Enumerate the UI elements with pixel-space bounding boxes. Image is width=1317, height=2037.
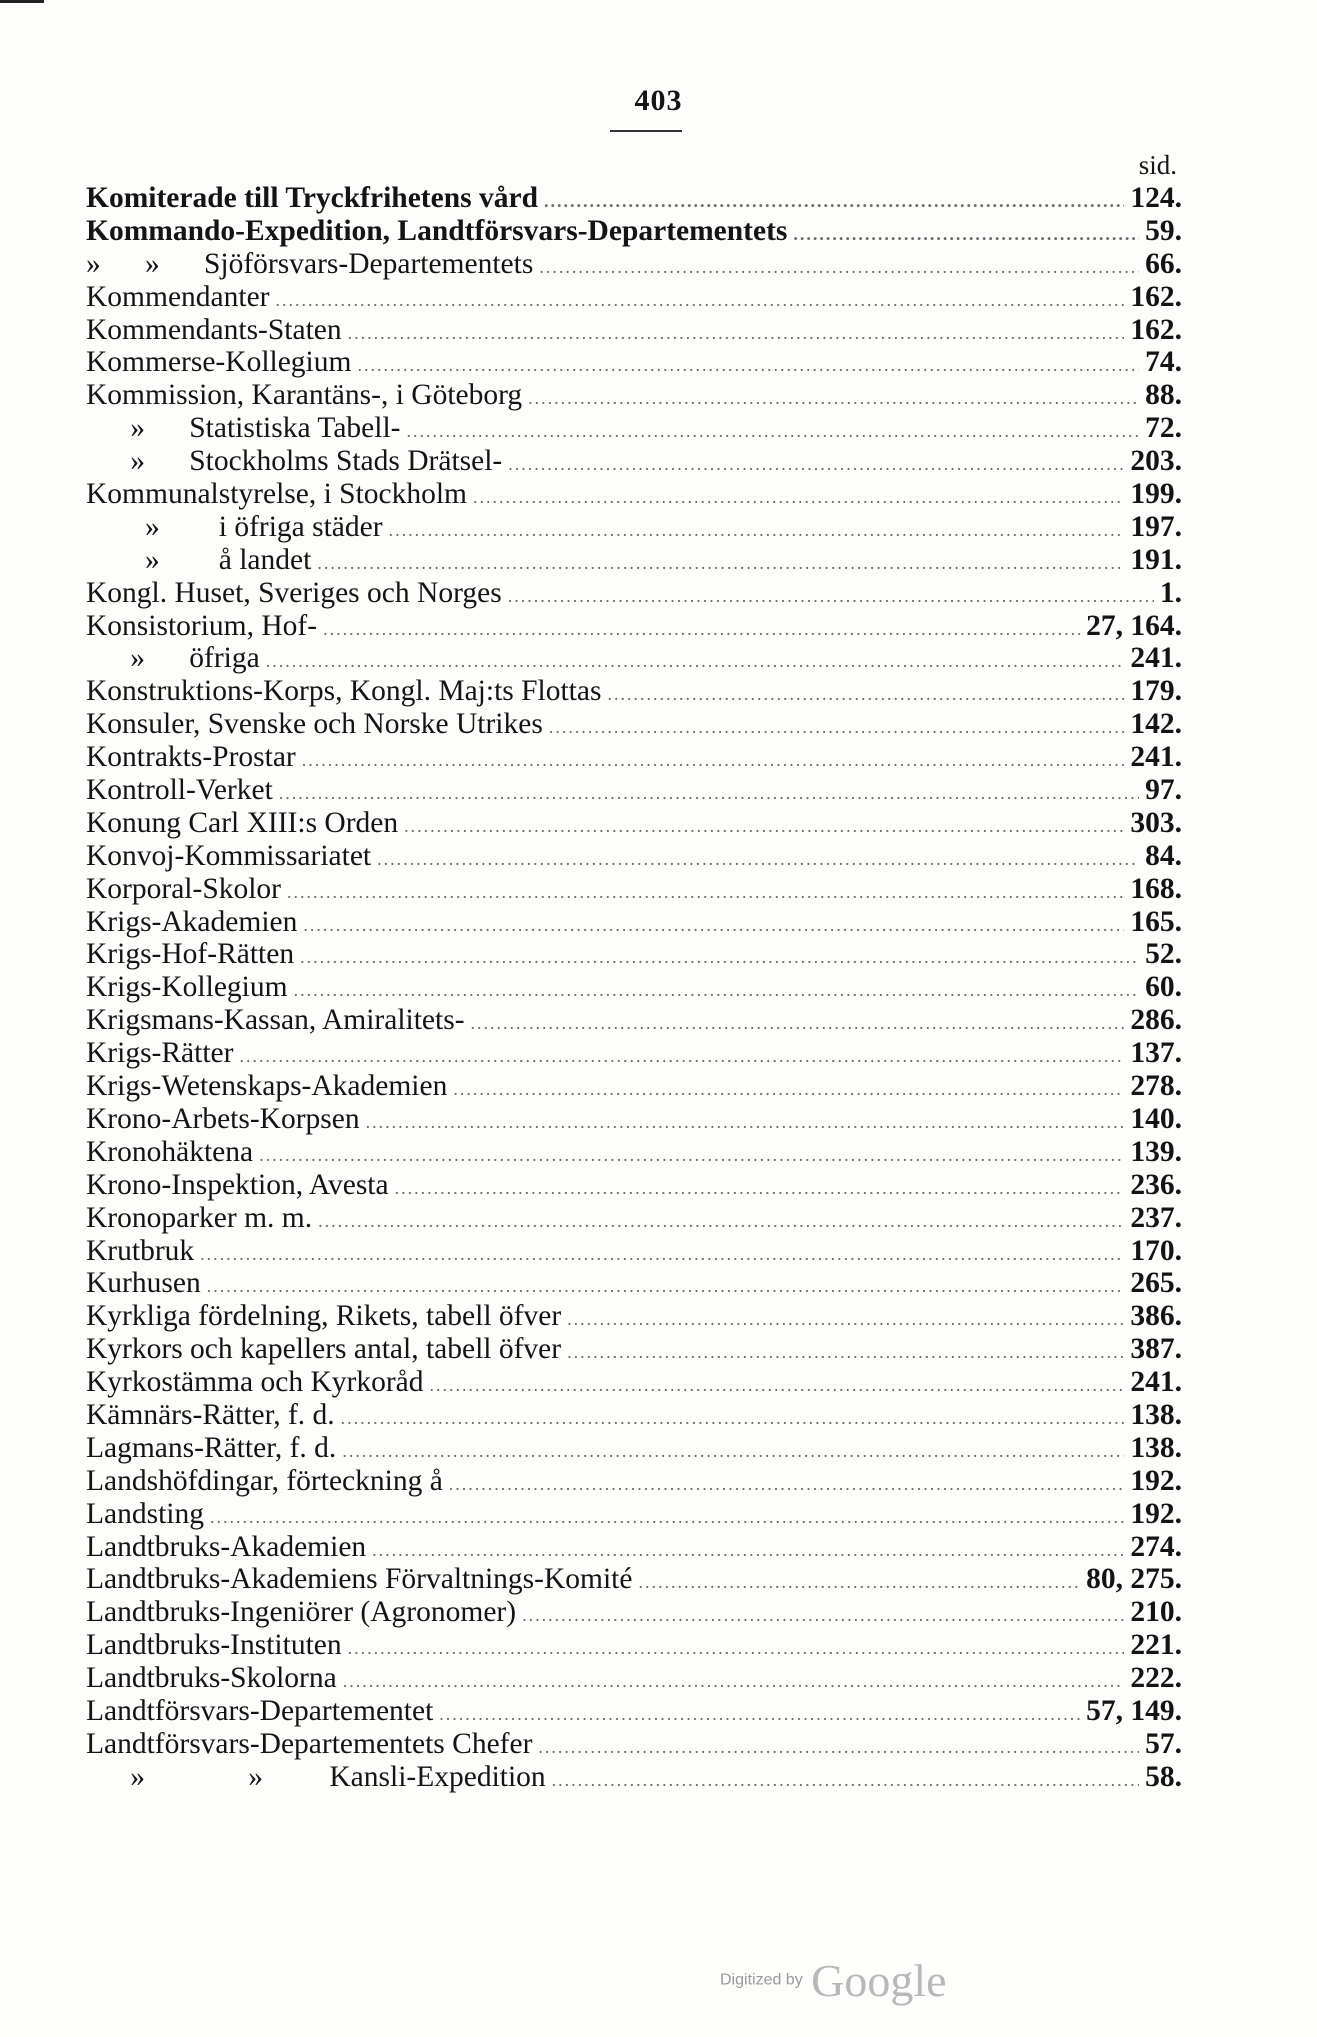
- dot-leader: [300, 941, 1139, 974]
- entry-term: Kronoparker m. m.: [86, 1201, 313, 1234]
- top-rule: [0, 0, 44, 3]
- entry-term: Krigs-Wetenskaps-Akademien: [86, 1070, 448, 1103]
- index-entry: [86, 1629, 1182, 1662]
- dot-leader: [348, 317, 1125, 350]
- entry-page-reference: 192.: [1130, 1497, 1182, 1530]
- dot-leader: [430, 1369, 1125, 1402]
- entry-term: » å landet: [86, 543, 312, 576]
- index-entry: [86, 642, 1182, 675]
- dot-leader: [552, 1764, 1139, 1797]
- entry-page-reference: 72.: [1145, 412, 1182, 445]
- dot-leader: [522, 1599, 1124, 1632]
- entry-page-reference: 124.: [1130, 182, 1182, 214]
- entry-page-reference: 197.: [1130, 510, 1182, 543]
- entry-page-reference: 221.: [1130, 1629, 1182, 1662]
- entry-page-reference: 58.: [1145, 1760, 1182, 1793]
- dot-leader: [366, 1106, 1125, 1139]
- entry-term: Krono-Arbets-Korpsen: [86, 1102, 360, 1135]
- index-entry: [86, 412, 1182, 445]
- entry-term: Kommission, Karantäns-, i Göteborg: [86, 379, 523, 412]
- entry-page-reference: 170.: [1130, 1234, 1182, 1267]
- entry-term: » öfriga: [86, 642, 260, 675]
- dot-leader: [239, 1040, 1124, 1073]
- entry-page-reference: 1.: [1159, 576, 1182, 609]
- entry-term: Landshöfdingar, förteckning å: [86, 1464, 443, 1497]
- dot-leader: [287, 876, 1124, 909]
- index-entry: [86, 1366, 1182, 1399]
- index-entry: [86, 708, 1182, 741]
- index-entry: [86, 1267, 1182, 1300]
- entry-term: » Stockholms Stads Drätsel-: [86, 445, 503, 478]
- index-entry: [86, 511, 1182, 544]
- dot-leader: [343, 1665, 1125, 1698]
- index-entry: [86, 1761, 1182, 1794]
- entry-page-reference: 210.: [1130, 1596, 1182, 1629]
- dot-leader: [377, 843, 1139, 876]
- entry-term: Landtbruks-Akademiens Förvaltnings-Komité: [86, 1563, 633, 1596]
- dot-leader: [303, 909, 1124, 942]
- entry-page-reference: 80, 275.: [1086, 1563, 1182, 1596]
- entry-page-reference: 286.: [1130, 1004, 1182, 1037]
- entry-term: Landtbruks-Akademien: [86, 1530, 367, 1563]
- entry-page-reference: 274.: [1130, 1530, 1182, 1563]
- index-entry: [86, 182, 1182, 215]
- dot-leader: [793, 218, 1139, 251]
- entry-term: Landtförsvars-Departementet: [86, 1694, 434, 1727]
- index-entry: [86, 971, 1182, 1004]
- entry-term: Korporal-Skolor: [86, 872, 281, 905]
- entry-page-reference: 192.: [1130, 1464, 1182, 1497]
- entry-page-reference: 203.: [1130, 445, 1182, 478]
- page-column-label: sid.: [1138, 150, 1177, 180]
- digitized-by-text: Digitized by: [720, 1971, 803, 1989]
- entry-page-reference: 140.: [1130, 1102, 1182, 1135]
- dot-leader: [453, 1073, 1124, 1106]
- entry-term: » Statistiska Tabell-: [86, 412, 401, 445]
- index-entry: [86, 445, 1182, 478]
- dot-leader: [539, 251, 1139, 284]
- entry-term: Landtbruks-Ingeniörer (Agronomer): [86, 1596, 517, 1629]
- entry-term: Kommendanter: [86, 280, 270, 313]
- dot-leader: [342, 1435, 1124, 1468]
- dot-leader: [357, 349, 1139, 382]
- entry-page-reference: 179.: [1130, 675, 1182, 708]
- dot-leader: [276, 284, 1125, 317]
- entry-page-reference: 387.: [1130, 1333, 1182, 1366]
- page-number: 403: [634, 84, 683, 117]
- index-entry: [86, 281, 1182, 314]
- dot-leader: [210, 1501, 1124, 1534]
- entry-term: Krigs-Hof-Rätten: [86, 938, 295, 971]
- entry-page-reference: 84.: [1145, 839, 1182, 872]
- entry-page-reference: 162.: [1130, 280, 1182, 313]
- entry-term: Konstruktions-Korps, Kongl. Maj:ts Flottas: [86, 675, 602, 708]
- dot-leader: [528, 382, 1139, 415]
- entry-term: Krigs-Rätter: [86, 1037, 234, 1070]
- dot-leader: [207, 1270, 1125, 1303]
- entry-term: » i öfriga städer: [86, 510, 383, 543]
- entry-term: Krono-Inspektion, Avesta: [86, 1168, 389, 1201]
- entry-page-reference: 142.: [1130, 708, 1182, 741]
- entry-page-reference: 27, 164.: [1086, 609, 1182, 642]
- index-entry: [86, 1202, 1182, 1235]
- dot-leader: [508, 580, 1154, 613]
- entry-term: Kommando-Expedition, Landtförsvars-Departementets: [86, 214, 788, 247]
- dot-leader: [508, 448, 1124, 481]
- entry-term: Kyrkostämma och Kyrkoråd: [86, 1366, 424, 1399]
- entry-term: Kronohäktena: [86, 1135, 254, 1168]
- dot-leader: [389, 514, 1125, 547]
- entry-term: Krigs-Akademien: [86, 905, 298, 938]
- index-entry: [86, 478, 1182, 511]
- index-entry: [86, 906, 1182, 939]
- digitization-footer: [720, 1954, 947, 2007]
- entry-page-reference: 52.: [1145, 938, 1182, 971]
- entry-page-reference: 139.: [1130, 1135, 1182, 1168]
- index-entry: [86, 1103, 1182, 1136]
- dot-leader: [407, 415, 1140, 448]
- entry-term: Landtförsvars-Departementets Chefer: [86, 1727, 533, 1760]
- entry-page-reference: 138.: [1130, 1398, 1182, 1431]
- dot-leader: [544, 185, 1124, 218]
- entry-term: Kyrkors och kapellers antal, tabell öfver: [86, 1333, 562, 1366]
- dot-leader: [404, 810, 1124, 843]
- entry-page-reference: 278.: [1130, 1070, 1182, 1103]
- entry-term: Krigs-Kollegium: [86, 971, 288, 1004]
- dot-leader: [279, 777, 1139, 810]
- index-entry: [86, 1465, 1182, 1498]
- dot-leader: [323, 613, 1080, 646]
- index-entry: [86, 1531, 1182, 1564]
- entry-page-reference: 88.: [1145, 379, 1182, 412]
- dot-leader: [449, 1468, 1125, 1501]
- dot-leader: [318, 1205, 1124, 1238]
- entry-term: Krigsmans-Kassan, Amiralitets-: [86, 1004, 465, 1037]
- entry-page-reference: 57, 149.: [1086, 1694, 1182, 1727]
- index-entry: [86, 1300, 1182, 1333]
- entry-page-reference: 60.: [1145, 971, 1182, 1004]
- google-logo: Google: [811, 1955, 947, 2006]
- entry-page-reference: 386.: [1130, 1300, 1182, 1333]
- index-entry: [86, 1662, 1182, 1695]
- entry-term: Landtbruks-Instituten: [86, 1629, 342, 1662]
- entry-term: Kontroll-Verket: [86, 774, 273, 807]
- index-entry: [86, 1235, 1182, 1268]
- index-entry: [86, 1498, 1182, 1531]
- entry-page-reference: 165.: [1130, 905, 1182, 938]
- entry-term: Kommendants-Staten: [86, 313, 342, 346]
- index-entry: [86, 675, 1182, 708]
- dot-leader: [395, 1172, 1125, 1205]
- dot-leader: [439, 1698, 1080, 1731]
- entry-term: » » Sjöförsvars-Departementets: [86, 247, 534, 280]
- index-entry: [86, 1037, 1182, 1070]
- entry-page-reference: 222.: [1130, 1662, 1182, 1695]
- index-entry: [86, 1596, 1182, 1629]
- entry-term: Kontrakts-Prostar: [86, 741, 296, 774]
- dot-leader: [471, 1007, 1125, 1040]
- entry-term: Konung Carl XIII:s Orden: [86, 806, 399, 839]
- dot-leader: [266, 645, 1125, 678]
- index-entry: [86, 215, 1182, 248]
- entry-page-reference: 59.: [1145, 214, 1182, 247]
- entry-page-reference: 236.: [1130, 1168, 1182, 1201]
- dot-leader: [567, 1336, 1124, 1369]
- index-entry: [86, 1399, 1182, 1432]
- index-entry: [86, 346, 1182, 379]
- index-entry: [86, 1728, 1182, 1761]
- dot-leader: [302, 744, 1125, 777]
- entry-page-reference: 137.: [1130, 1037, 1182, 1070]
- index-entry: [86, 1333, 1182, 1366]
- index-entry: [86, 807, 1182, 840]
- dot-leader: [549, 711, 1125, 744]
- index-entry: [86, 379, 1182, 412]
- index-entry: [86, 873, 1182, 906]
- entry-term: Landtbruks-Skolorna: [86, 1662, 337, 1695]
- dot-leader: [567, 1303, 1124, 1336]
- entry-term: Komiterade till Tryckfrihetens vård: [86, 182, 538, 214]
- entry-term: Kongl. Huset, Sveriges och Norges: [86, 576, 502, 609]
- index-entry: [86, 248, 1182, 281]
- dot-leader: [538, 1731, 1139, 1764]
- entry-term: Kurhusen: [86, 1267, 201, 1300]
- entry-term: » » Kansli-Expedition: [86, 1760, 546, 1793]
- index-entry: [86, 1432, 1182, 1465]
- entry-page-reference: 138.: [1130, 1431, 1182, 1464]
- dot-leader: [638, 1566, 1080, 1599]
- index-entry: [86, 1136, 1182, 1169]
- entry-page-reference: 162.: [1130, 313, 1182, 346]
- index-entry: [86, 840, 1182, 873]
- entry-page-reference: 57.: [1145, 1727, 1182, 1760]
- entry-term: Kommunalstyrelse, i Stockholm: [86, 478, 468, 511]
- index-entry: [86, 610, 1182, 643]
- entry-term: Krutbruk: [86, 1234, 195, 1267]
- index-entries: [86, 182, 1182, 1794]
- entry-term: Kämnärs-Rätter, f. d.: [86, 1398, 335, 1431]
- index-entry: [86, 314, 1182, 347]
- entry-term: Lagmans-Rätter, f. d.: [86, 1431, 337, 1464]
- entry-page-reference: 241.: [1130, 642, 1182, 675]
- index-entry: [86, 1169, 1182, 1202]
- entry-page-reference: 168.: [1130, 872, 1182, 905]
- dot-leader: [200, 1238, 1124, 1271]
- entry-page-reference: 191.: [1130, 543, 1182, 576]
- entry-term: Konsistorium, Hof-: [86, 609, 318, 642]
- index-entry: [86, 1695, 1182, 1728]
- index-entry: [86, 774, 1182, 807]
- entry-page-reference: 66.: [1145, 247, 1182, 280]
- index-entry: [86, 544, 1182, 577]
- index-entry: [86, 577, 1182, 610]
- entry-page-reference: 97.: [1145, 774, 1182, 807]
- page-number-underline: [610, 130, 682, 132]
- dot-leader: [607, 678, 1124, 711]
- dot-leader: [294, 974, 1140, 1007]
- entry-page-reference: 199.: [1130, 478, 1182, 511]
- index-entry: [86, 1004, 1182, 1037]
- entry-term: Landsting: [86, 1497, 204, 1530]
- entry-page-reference: 241.: [1130, 741, 1182, 774]
- dot-leader: [473, 481, 1124, 514]
- entry-term: Kommerse-Kollegium: [86, 346, 352, 379]
- index-entry: [86, 741, 1182, 774]
- index-entry: [86, 938, 1182, 971]
- entry-page-reference: 265.: [1130, 1267, 1182, 1300]
- entry-page-reference: 303.: [1130, 806, 1182, 839]
- entry-page-reference: 241.: [1130, 1366, 1182, 1399]
- dot-leader: [341, 1402, 1125, 1435]
- entry-page-reference: 74.: [1145, 346, 1182, 379]
- index-entry: [86, 1070, 1182, 1103]
- entry-term: Konvoj-Kommissariatet: [86, 839, 372, 872]
- dot-leader: [348, 1632, 1125, 1665]
- dot-leader: [372, 1534, 1124, 1567]
- entry-term: Konsuler, Svenske och Norske Utrikes: [86, 708, 543, 741]
- index-entry: [86, 1563, 1182, 1596]
- dot-leader: [317, 547, 1124, 580]
- dot-leader: [259, 1139, 1124, 1172]
- entry-page-reference: 237.: [1130, 1201, 1182, 1234]
- entry-term: Kyrkliga fördelning, Rikets, tabell öfver: [86, 1300, 562, 1333]
